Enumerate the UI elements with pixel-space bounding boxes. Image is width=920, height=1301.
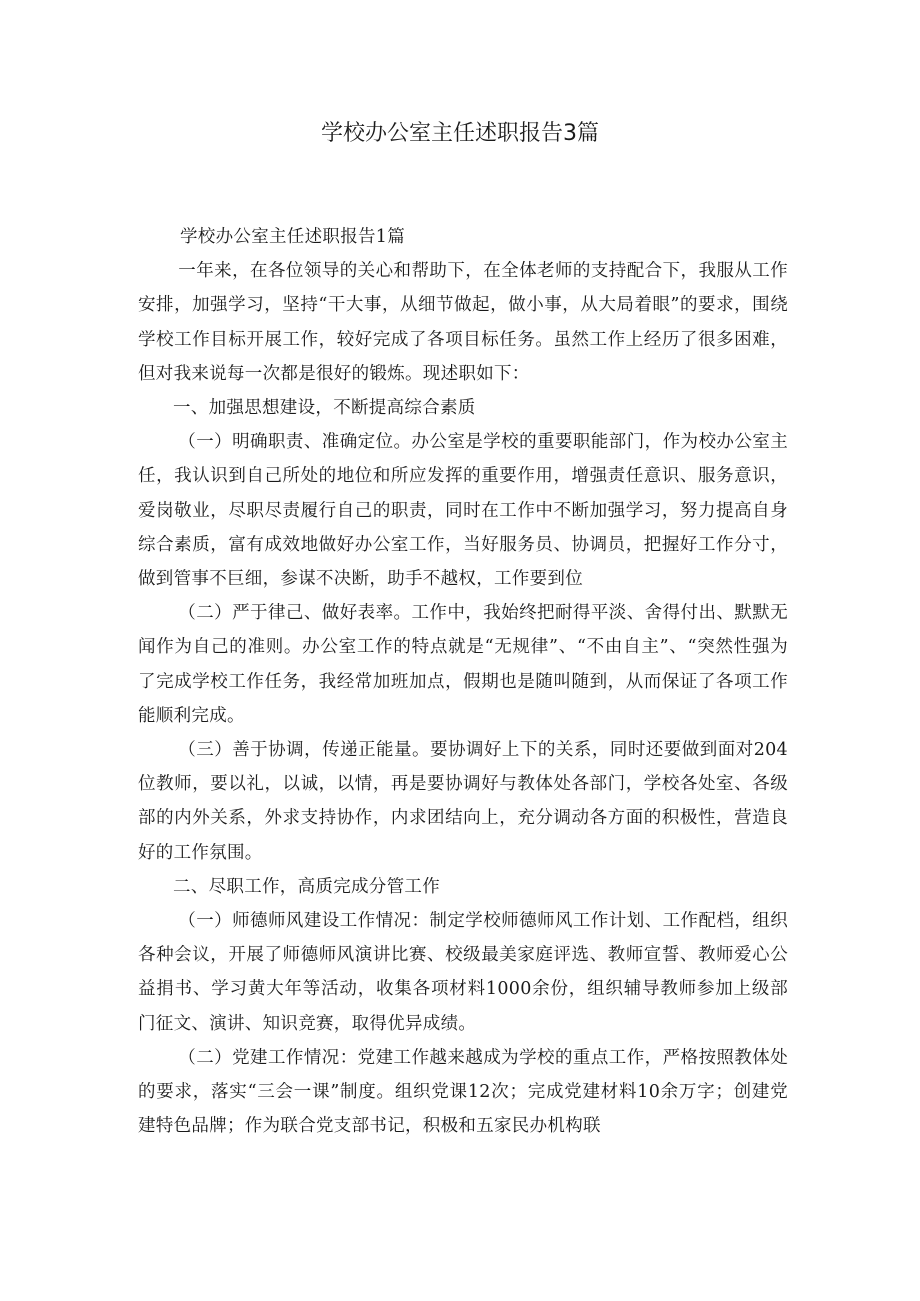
paragraph-2-1: （一）师德师风建设工作情况：制定学校师德师风工作计划、工作配档，组织各种会议，开展了师德师风演讲比赛、校级最美家庭评选、教师宣誓、教师爱心公益捐书、学习黄大年等活动，收集各项材料1000余份，组织辅导教师参加上级部门征文、演讲、知识竞赛，取得优异成绩。: [138, 911, 788, 1034]
report-subtitle: 学校办公室主任述职报告1篇: [180, 227, 406, 247]
section-heading-2: 二、尽职工作，高质完成分管工作: [173, 876, 440, 897]
document-body: [138, 220, 788, 1143]
document-title: 学校办公室主任述职报告3篇: [321, 121, 599, 146]
section-heading-1: 一、加强思想建设，不断提高综合素质: [173, 398, 476, 419]
paragraph-1-1: （一）明确职责、准确定位。办公室是学校的重要职能部门，作为校办公室主任，我认识到自己所处的地位和所应发挥的重要作用，增强责任意识、服务意识，爱岗敬业，尽职尽责履行自己的职责，同时在工作中不断加强学习，努力提高自身综合素质，富有成效地做好办公室工作，当好服务员、协调员，把握好工作分寸，做到管事不巨细，参谋不决断，助手不越权，工作要到位: [138, 432, 788, 590]
paragraph-2-2: （二）党建工作情况：党建工作越来越成为学校的重点工作，严格按照教体处的要求，落实“三会一课”制度。组织党课12次；完成党建材料10余万字；创建党建特色品牌；作为联合党支部书记，积极和五家民办机构联: [138, 1047, 788, 1137]
intro-paragraph: 一年来，在各位领导的关心和帮助下，在全体老师的支持配合下，我服从工作安排，加强学习，坚持“干大事，从细节做起，做小事，从大局着眼”的要求，围绕学校工作目标开展工作，较好完成了各项目标任务。虽然工作上经历了很多困难，但对我来说每一次都是很好的锻炼。现述职如下：: [138, 261, 788, 384]
paragraph-1-3: （三）善于协调，传递正能量。要协调好上下的关系，同时还要做到面对204位教师，要以礼，以诚，以情，再是要协调好与教体处各部门，学校各处室、各级部的内外关系，外求支持协作，内求团结向上，充分调动各方面的积极性，营造良好的工作氛围。: [138, 740, 788, 863]
paragraph-1-2: （二）严于律己、做好表率。工作中，我始终把耐得平淡、舍得付出、默默无闻作为自己的准则。办公室工作的特点就是“无规律”、“不由自主”、“突然性强为了完成学校工作任务，我经常加班加点，假期也是随叫随到，从而保证了各项工作能顺利完成。: [138, 603, 788, 726]
